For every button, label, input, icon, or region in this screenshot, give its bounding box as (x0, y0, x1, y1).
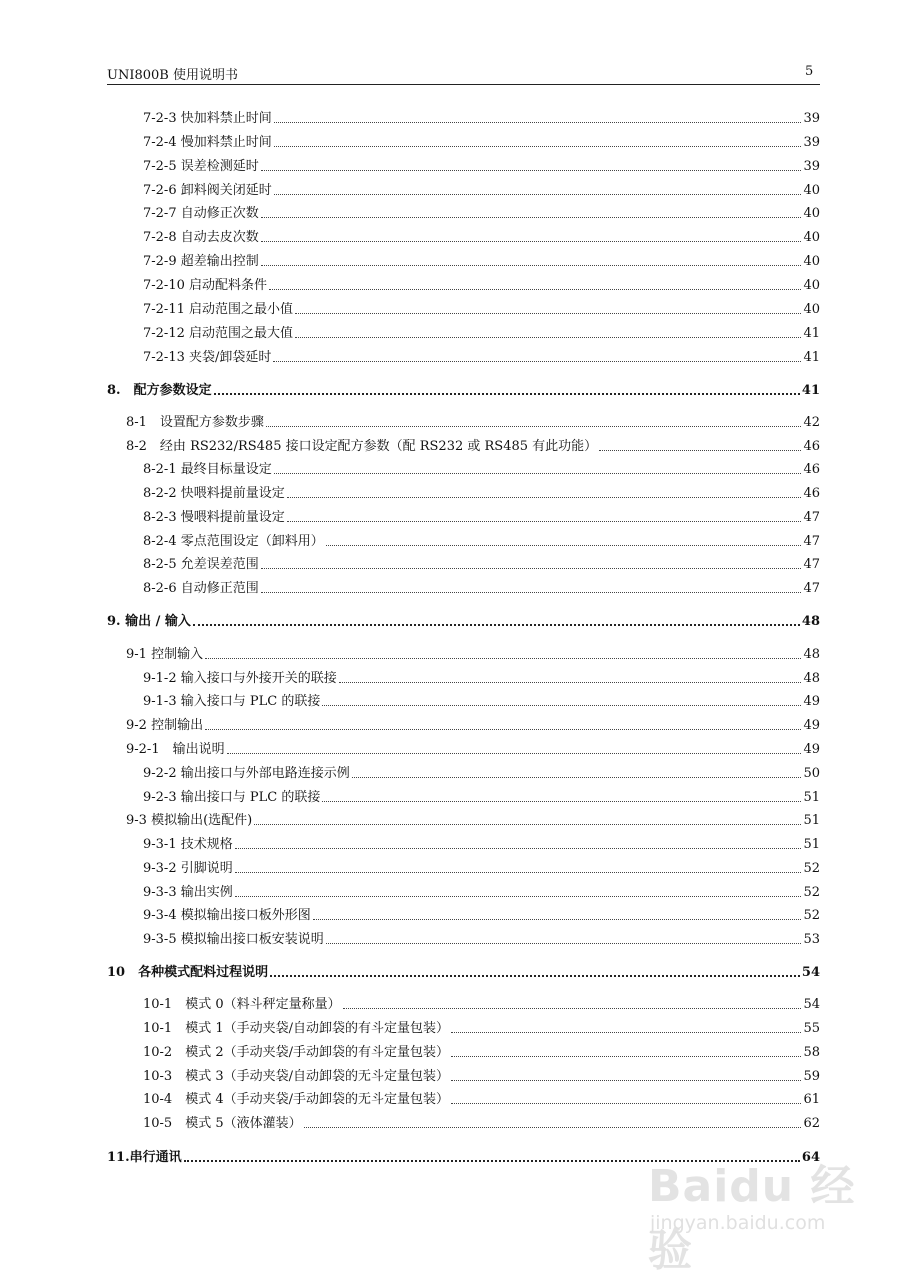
toc-entry-page: 48 (803, 671, 820, 686)
toc-entry[interactable] (143, 347, 820, 365)
toc-entry-page: 51 (803, 837, 820, 852)
toc-entry-page: 47 (803, 581, 820, 596)
toc-entry-title: 10-1 模式 1（手动夹袋/自动卸袋的有斗定量包装） (143, 1021, 449, 1036)
dot-leader (451, 1080, 801, 1081)
toc-entry-title: 8-2-2 快喂料提前量设定 (143, 486, 285, 501)
toc-entry-page: 41 (803, 350, 820, 365)
document-title: UNI800B 使用说明书 (107, 68, 238, 83)
toc-entry-title: 9-3-2 引脚说明 (143, 861, 233, 876)
toc-entry-title: 8-2-1 最终目标量设定 (143, 462, 272, 477)
toc-entry-page: 40 (803, 206, 820, 221)
toc-entry-title: 8-2-3 慢喂料提前量设定 (143, 510, 285, 525)
toc-entry-page: 54 (803, 997, 820, 1012)
dot-leader (274, 473, 802, 474)
toc-entry-page: 64 (801, 1150, 820, 1165)
toc-entry-page: 47 (803, 510, 820, 525)
toc-entry[interactable] (143, 459, 820, 477)
dot-leader (235, 872, 802, 873)
dot-leader (227, 753, 802, 754)
dot-leader (266, 426, 802, 427)
toc-entry[interactable] (143, 180, 820, 198)
toc-entry[interactable] (143, 203, 820, 221)
dot-leader (599, 450, 801, 451)
toc-entry[interactable] (143, 1113, 820, 1131)
dot-leader (326, 545, 802, 546)
toc-entry-page: 61 (803, 1092, 820, 1107)
toc-entry-title: 7-2-11 启动范围之最小值 (143, 302, 294, 317)
dot-leader (274, 122, 802, 123)
dot-leader (274, 146, 802, 147)
dot-leader (261, 592, 802, 593)
toc-entry-page: 49 (803, 694, 820, 709)
toc-entry[interactable] (143, 929, 820, 947)
dot-leader (261, 568, 802, 569)
toc-entry-page: 46 (803, 486, 820, 501)
toc-entry[interactable] (143, 691, 820, 709)
dot-leader (274, 194, 802, 195)
dot-leader (261, 241, 802, 242)
toc-entry-title: 9-1 控制输入 (126, 647, 204, 662)
toc-entry-title: 7-2-6 卸料阀关闭延时 (143, 183, 272, 198)
toc-entry-title: 7-2-12 启动范围之最大值 (143, 326, 294, 341)
toc-entry[interactable] (126, 412, 820, 430)
toc-entry-title: 7-2-10 启动配料条件 (143, 278, 268, 293)
toc-entry[interactable] (143, 251, 820, 269)
toc-entry[interactable] (143, 668, 820, 686)
toc-entry[interactable] (126, 644, 820, 662)
dot-leader (214, 393, 800, 395)
toc-entry-page: 49 (803, 718, 820, 733)
toc-entry-title: 7-2-8 自动去皮次数 (143, 230, 259, 245)
toc-entry-page: 52 (803, 885, 820, 900)
toc-entry-page: 39 (803, 159, 820, 174)
toc-entry-title: 10-5 模式 5（液体灌装） (143, 1116, 302, 1131)
toc-entry[interactable] (143, 507, 820, 525)
toc-entry-title: 9-2-1 输出说明 (126, 742, 225, 757)
toc-entry-page: 59 (803, 1069, 820, 1084)
toc-entry-page: 42 (803, 415, 820, 430)
toc-entry-title: 10-4 模式 4（手动夹袋/手动卸袋的无斗定量包装） (143, 1092, 449, 1107)
toc-entry-page: 40 (803, 302, 820, 317)
dot-leader (451, 1056, 801, 1057)
toc-entry-title: 9-3 模拟输出(选配件) (126, 813, 253, 828)
toc-entry[interactable] (126, 810, 820, 828)
toc-entry-title: 9-1-2 输入接口与外接开关的联接 (143, 671, 337, 686)
toc-entry-page: 46 (803, 439, 820, 454)
toc-entry-title: 9-3-5 模拟输出接口板安装说明 (143, 932, 324, 947)
toc-entry-title: 8-1 设置配方参数步骤 (126, 415, 264, 430)
toc-entry-title: 9-2-3 输出接口与 PLC 的联接 (143, 790, 321, 805)
toc-entry-page: 46 (803, 462, 820, 477)
dot-leader (322, 801, 801, 802)
dot-leader (205, 729, 801, 730)
dot-leader (261, 265, 802, 266)
dot-leader (304, 1127, 802, 1128)
toc-entry-page: 47 (803, 534, 820, 549)
toc-entry[interactable] (143, 834, 820, 852)
toc-entry[interactable] (107, 380, 820, 398)
toc-entry[interactable] (143, 905, 820, 923)
toc-entry-page: 40 (803, 230, 820, 245)
dot-leader (261, 170, 802, 171)
toc-entry-page: 62 (803, 1116, 820, 1131)
toc-entry[interactable] (143, 787, 820, 805)
toc-entry-title: 9-3-1 技术规格 (143, 837, 233, 852)
toc-entry-title: 7-2-7 自动修正次数 (143, 206, 259, 221)
dot-leader (339, 682, 802, 683)
dot-leader (295, 337, 801, 338)
toc-entry[interactable] (143, 299, 820, 317)
toc-entry-page: 48 (801, 614, 820, 629)
toc-entry[interactable] (143, 483, 820, 501)
toc-entry[interactable] (143, 1018, 820, 1036)
toc-entry-page: 39 (803, 111, 820, 126)
dot-leader (235, 896, 802, 897)
toc-entry-page: 39 (803, 135, 820, 150)
toc-entry-page: 52 (803, 908, 820, 923)
toc-entry[interactable] (143, 227, 820, 245)
toc-entry-page: 41 (801, 383, 820, 398)
toc-entry-page: 55 (803, 1021, 820, 1036)
dot-leader (451, 1103, 801, 1104)
dot-leader (295, 313, 801, 314)
toc-entry[interactable] (143, 132, 820, 150)
toc-entry[interactable] (143, 882, 820, 900)
toc-entry[interactable] (126, 715, 820, 733)
toc-entry-page: 53 (803, 932, 820, 947)
toc-entry-page: 40 (803, 183, 820, 198)
toc-entry-title: 8-2-5 允差误差范围 (143, 557, 259, 572)
toc-entry[interactable] (107, 962, 820, 980)
dot-leader (287, 521, 802, 522)
toc-entry-page: 54 (801, 965, 820, 980)
toc-entry-title: 8-2-4 零点范围设定（卸料用） (143, 534, 324, 549)
dot-leader (205, 658, 801, 659)
dot-leader (322, 705, 801, 706)
toc-entry[interactable] (143, 108, 820, 126)
toc-entry-page: 49 (803, 742, 820, 757)
dot-leader (261, 217, 802, 218)
dot-leader (270, 975, 800, 977)
toc-entry[interactable] (143, 531, 820, 549)
toc-entry[interactable] (126, 436, 820, 454)
toc-entry[interactable] (143, 1042, 820, 1060)
toc-entry-title: 9-3-3 输出实例 (143, 885, 233, 900)
toc-entry[interactable] (143, 1066, 820, 1084)
toc-entry-page: 51 (803, 790, 820, 805)
toc-entry-title: 7-2-5 误差检测延时 (143, 159, 259, 174)
toc-entry-title: 7-2-4 慢加料禁止时间 (143, 135, 272, 150)
toc-entry-page: 51 (803, 813, 820, 828)
toc-entry-title: 7-2-13 夹袋/卸袋延时 (143, 350, 272, 365)
toc-entry-title: 9. 输出 / 输入 (107, 614, 191, 629)
dot-leader (193, 624, 800, 626)
toc-entry-title: 10-2 模式 2（手动夹袋/手动卸袋的有斗定量包装） (143, 1045, 449, 1060)
toc-entry-page: 40 (803, 278, 820, 293)
toc-entry[interactable] (143, 323, 820, 341)
toc-entry-title: 10-1 模式 0（料斗秤定量称量） (143, 997, 341, 1012)
dot-leader (352, 777, 802, 778)
toc-entry[interactable] (143, 578, 820, 596)
toc-entry-title: 8-2 经由 RS232/RS485 接口设定配方参数（配 RS232 或 RS485 有此功能） (126, 439, 598, 454)
dot-leader (235, 848, 802, 849)
toc-entry-title: 11.串行通讯 (107, 1150, 182, 1165)
toc-entry-title: 9-3-4 模拟输出接口板外形图 (143, 908, 311, 923)
toc-entry[interactable] (143, 1089, 820, 1107)
baidu-logo: Baidu 经验 (648, 1161, 856, 1276)
toc-entry-page: 48 (803, 647, 820, 662)
toc-entry[interactable] (143, 994, 820, 1012)
toc-entry-title: 7-2-9 超差输出控制 (143, 254, 259, 269)
toc-entry-page: 41 (803, 326, 820, 341)
toc-entry-page: 50 (803, 766, 820, 781)
toc-entry-title: 8-2-6 自动修正范围 (143, 581, 259, 596)
dot-leader (273, 361, 801, 362)
toc-entry[interactable] (143, 156, 820, 174)
toc-entry-title: 9-1-3 输入接口与 PLC 的联接 (143, 694, 321, 709)
toc-entry-title: 10 各种模式配料过程说明 (107, 965, 269, 980)
watermark-url: jingyan.baidu.com (650, 1212, 826, 1234)
toc-entry-page: 40 (803, 254, 820, 269)
toc-entry[interactable] (143, 763, 820, 781)
toc-entry-page: 52 (803, 861, 820, 876)
dot-leader (313, 919, 802, 920)
toc-entry[interactable] (107, 611, 820, 629)
dot-leader (326, 943, 802, 944)
toc-entry-title: 9-2 控制输出 (126, 718, 204, 733)
toc-entry[interactable] (143, 554, 820, 572)
dot-leader (287, 497, 802, 498)
toc-entry-page: 47 (803, 557, 820, 572)
dot-leader (254, 824, 801, 825)
toc-entry[interactable] (143, 858, 820, 876)
toc-entry-title: 7-2-3 快加料禁止时间 (143, 111, 272, 126)
dot-leader (269, 289, 801, 290)
dot-leader (451, 1032, 801, 1033)
toc-entry-title: 9-2-2 输出接口与外部电路连接示例 (143, 766, 350, 781)
dot-leader (343, 1008, 802, 1009)
page-number: 5 (805, 64, 814, 79)
toc-entry[interactable] (143, 275, 820, 293)
toc-entry-title: 10-3 模式 3（手动夹袋/自动卸袋的无斗定量包装） (143, 1069, 449, 1084)
toc-entry[interactable] (126, 739, 820, 757)
toc-entry-title: 8. 配方参数设定 (107, 383, 212, 398)
toc-entry-page: 58 (803, 1045, 820, 1060)
baidu-jingyan-watermark (648, 1150, 858, 1276)
